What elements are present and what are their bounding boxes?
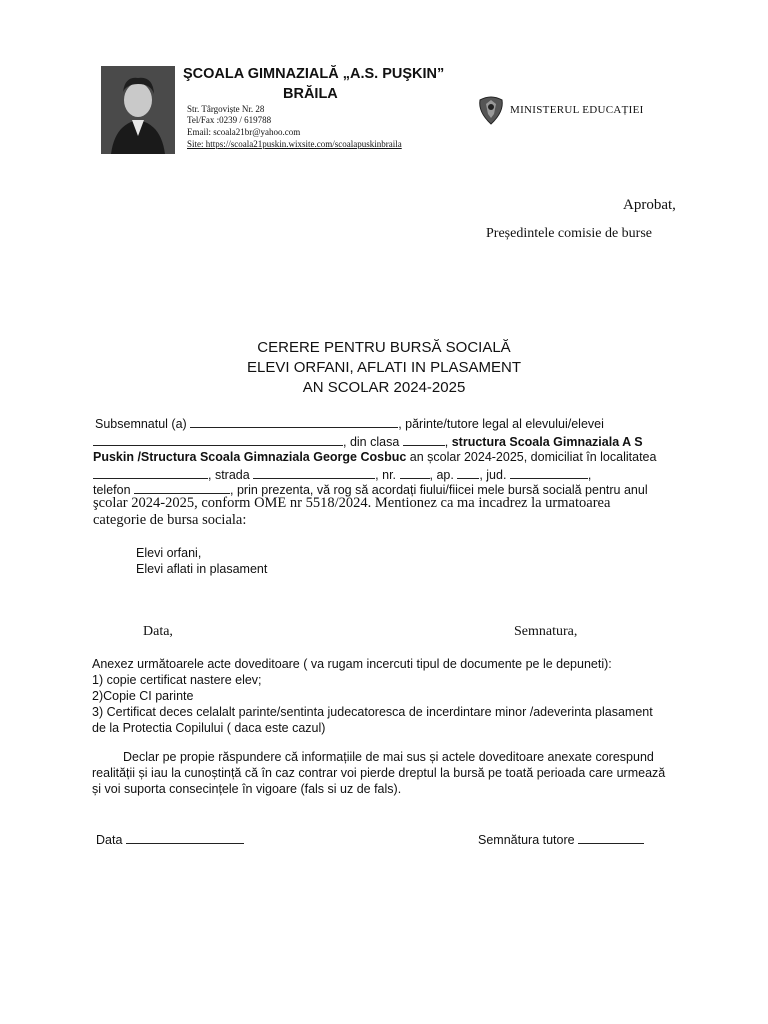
declaration-line-2: realității și iau la cunoștință că în caz contrar voi pierde dreptul la bursă pe toată perioada care urmează <box>92 766 666 780</box>
text: , prin prezenta, vă rog să acordați fiului/fiicei mele bursă socială pentru anul <box>230 483 648 497</box>
school-email[interactable]: Email: scoala21br@yahoo.com <box>187 127 301 137</box>
school-city: BRĂILA <box>283 86 338 102</box>
request-line-7: categorie de bursa sociala: <box>93 512 247 528</box>
annex-item[interactable]: 2)Copie CI parinte <box>92 689 194 703</box>
footer-signature <box>478 831 644 847</box>
locality-field[interactable] <box>93 466 208 479</box>
request-line-1 <box>95 415 604 431</box>
apartment-field[interactable] <box>457 466 479 479</box>
school-site[interactable]: Site: https://scoala21puskin.wixsite.com/scoalapuskinbraila <box>187 139 402 149</box>
approved-label: Aprobat, <box>623 197 676 213</box>
annex-item[interactable]: 3) Certificat deces celalalt parinte/sentinta judecatoresca de incerdintare minor /adeverinta plasament <box>92 705 653 719</box>
date-label: Data, <box>143 624 173 639</box>
county-field[interactable] <box>510 466 588 479</box>
school-address: Str. Târgoviște Nr. 28 <box>187 104 265 114</box>
school-name: ŞCOALA GIMNAZIALĂ „A.S. PUŞKIN” <box>183 66 445 82</box>
text: , <box>444 435 452 449</box>
request-line-6: şcolar 2024-2025, conform OME nr 5518/2024. Mentionez ca ma incadrez la urmatoarea <box>93 495 611 511</box>
text: Subsemnatul (a) <box>95 417 187 431</box>
structure-text: structura Scoala Gimnaziala A S <box>451 435 643 449</box>
request-line-2 <box>93 433 643 449</box>
title-line-1: CERERE PENTRU BURSĂ SOCIALĂ <box>257 339 511 356</box>
pushkin-portrait <box>101 66 175 154</box>
category-placement[interactable]: Elevi aflati in plasament <box>136 562 268 576</box>
text: , <box>587 468 592 482</box>
commission-president-label: Președintele comisie de burse <box>486 226 653 241</box>
number-field[interactable] <box>400 466 430 479</box>
category-orphans[interactable]: Elevi orfani, <box>136 546 202 560</box>
ministry-coat-of-arms-icon <box>474 92 508 126</box>
annex-item-continued: de la Protectia Copilului ( daca este cazul) <box>92 721 326 735</box>
declaration-line-3: și voi suporta consecințele în vigoare (fals si uz de fals). <box>92 782 402 796</box>
student-name-field[interactable] <box>93 433 343 446</box>
footer-date <box>96 831 244 847</box>
request-line-3 <box>93 450 656 464</box>
text: , strada <box>208 468 250 482</box>
ministry-name: MINISTERUL EDUCAȚIEI <box>510 104 644 116</box>
structure-text-2: Puskin /Structura Scoala Gimnaziala George Cosbuc <box>93 450 407 464</box>
annex-intro: Anexez următoarele acte doveditoare ( va rugam incercuti tipul de documente pe le depuneti): <box>92 657 612 671</box>
title-line-2: ELEVI ORFANI, AFLATI IN PLASAMENT <box>247 359 521 376</box>
text: , din clasa <box>343 435 400 449</box>
text: , ap. <box>429 468 454 482</box>
text: telefon <box>93 483 131 497</box>
text: , jud. <box>479 468 507 482</box>
street-field[interactable] <box>253 466 375 479</box>
phone-field[interactable] <box>134 481 230 494</box>
text: an școlar 2024-2025, domiciliat în localitatea <box>406 450 657 464</box>
text: , părinte/tutore legal al elevului/elevei <box>398 417 604 431</box>
school-phone: Tel/Fax :0239 / 619788 <box>187 115 272 125</box>
request-line-4 <box>93 466 591 482</box>
class-field[interactable] <box>403 433 445 446</box>
title-line-3: AN SCOLAR 2024-2025 <box>302 379 466 396</box>
declaration-line-1: Declar pe propie răspundere că informațiile de mai sus și actele doveditoare anexate corespund <box>123 750 654 764</box>
annex-item[interactable]: 1) copie certificat nastere elev; <box>92 673 262 687</box>
name-field[interactable] <box>190 415 398 428</box>
footer-signature-label: Semnătura tutore <box>478 833 575 847</box>
footer-date-field[interactable] <box>126 831 244 844</box>
text: , nr. <box>375 468 397 482</box>
signature-label: Semnatura, <box>514 624 578 639</box>
footer-signature-field[interactable] <box>578 831 644 844</box>
footer-date-label: Data <box>96 833 123 847</box>
